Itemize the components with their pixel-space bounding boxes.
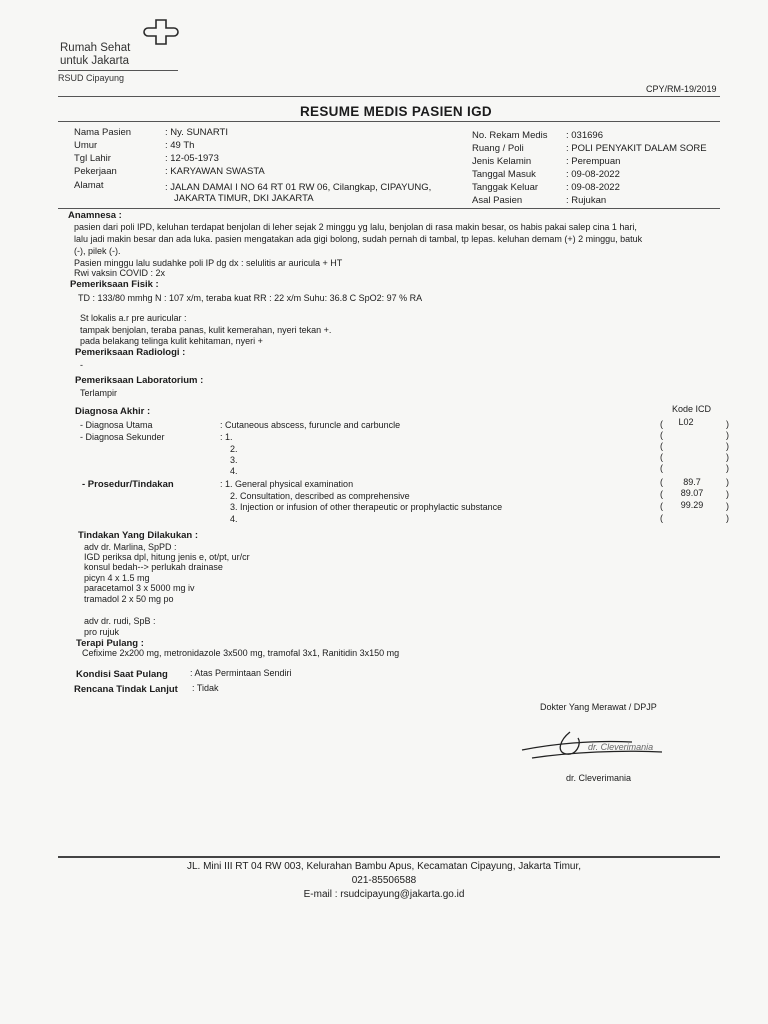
label-alamat: Alamat	[74, 180, 104, 191]
label-tgl-lahir: Tgl Lahir	[74, 153, 111, 164]
diagnosa-utama-label: - Diagnosa Utama	[80, 420, 153, 430]
paren-close: )	[726, 501, 729, 511]
value-jenis-kelamin: : Perempuan	[566, 156, 621, 167]
label-tanggal-keluar: Tanggak Keluar	[472, 182, 539, 193]
prosedur-item: 2. Consultation, described as comprehensive	[230, 491, 410, 501]
paren-close: )	[726, 513, 729, 523]
terapi-heading: Terapi Pulang :	[76, 638, 144, 649]
label-asal-pasien: Asal Pasien	[472, 195, 523, 206]
label-pekerjaan: Pekerjaan	[74, 166, 117, 177]
anamnesa-line: Pasien minggu lalu sudahke poli IP dg dx : selulitis ar auricula + HT	[74, 258, 343, 268]
diagnosa-sekunder-label: - Diagnosa Sekunder	[80, 432, 165, 442]
terapi-value: Cefixime 2x200 mg, metronidazole 3x500 mg, tramofal 3x1, Ranitidin 3x150 mg	[82, 648, 400, 658]
signature-stamp: dr. Cleverimania	[588, 742, 654, 752]
tindakan-line: konsul bedah--> perlukah drainase	[84, 562, 223, 572]
fisik-line: St lokalis a.r pre auricular :	[80, 313, 187, 323]
page-title: RESUME MEDIS PASIEN IGD	[300, 104, 492, 119]
diagnosa-sekunder-item: 4.	[230, 466, 238, 476]
paren-close: )	[726, 489, 729, 499]
paren-close: )	[726, 477, 729, 487]
diagnosa-sekunder-item: 2.	[230, 444, 238, 454]
cross-logo-icon	[142, 18, 182, 52]
tindakan-line: paracetamol 3 x 5000 mg iv	[84, 583, 195, 593]
tindakan-line: adv dr. rudi, SpB :	[84, 616, 156, 626]
footer-phone: 021-85506588	[351, 875, 417, 886]
tindakan-line: pro rujuk	[84, 627, 120, 637]
info-rule	[58, 208, 720, 209]
value-pekerjaan: : KARYAWAN SWASTA	[165, 166, 265, 177]
kondisi-label: Kondisi Saat Pulang	[76, 669, 168, 680]
paren-open: (	[660, 513, 663, 523]
value-tanggal-keluar: : 09-08-2022	[566, 182, 620, 193]
label-rekam-medis: No. Rekam Medis	[472, 130, 548, 141]
signature-title: Dokter Yang Merawat / DPJP	[540, 702, 657, 712]
rencana-value: : Tidak	[192, 683, 219, 693]
fisik-line: pada belakang telinga kulit kehitaman, nyeri +	[80, 336, 263, 346]
anamnesa-heading: Anamnesa :	[68, 210, 122, 221]
icd-code-prosedur: 99.29	[680, 500, 704, 510]
document-code: CPY/RM-19/2019	[646, 84, 717, 94]
footer-rule	[58, 856, 720, 858]
value-alamat: : JALAN DAMAI I NO 64 RT 01 RW 06, Cilangkap, CIPAYUNG,	[165, 182, 432, 193]
diagnosa-sekunder-item: : 1.	[220, 432, 233, 442]
paren-open: (	[660, 441, 663, 451]
prosedur-item: 3. Injection or infusion of other therapeutic or prophylactic substance	[230, 502, 503, 512]
paren-open: (	[660, 489, 663, 499]
paren-open: (	[660, 419, 663, 429]
value-nama: : Ny. SUNARTI	[165, 127, 228, 138]
logo-line2: untuk Jakarta	[60, 55, 130, 67]
label-tanggal-masuk: Tanggal Masuk	[472, 169, 536, 180]
header-rule-bottom	[58, 121, 720, 122]
value-tanggal-masuk: : 09-08-2022	[566, 169, 620, 180]
icd-code-utama: L02	[678, 417, 694, 427]
prosedur-label: - Prosedur/Tindakan	[82, 479, 174, 490]
anamnesa-line: lalu jadi makin besar dan ada luka. pasien mengatakan ada gigi bolong, sudah pernah di tambal, tp lepas. keluhan demam (+) 2 minggu, batuk	[74, 234, 643, 244]
tindakan-line: adv dr. Marlina, SpPD :	[84, 542, 177, 552]
paren-open: (	[660, 430, 663, 440]
icd-code-prosedur: 89.7	[683, 477, 701, 487]
diagnosa-heading: Diagnosa Akhir :	[75, 406, 151, 417]
tindakan-heading: Tindakan Yang Dilakukan :	[78, 530, 199, 541]
signature-name: dr. Cleverimania	[566, 773, 632, 783]
kondisi-value: : Atas Permintaan Sendiri	[190, 668, 292, 678]
value-ruang: : POLI PENYAKIT DALAM SORE	[566, 143, 707, 154]
radiologi-value: -	[80, 360, 83, 370]
paren-open: (	[660, 477, 663, 487]
logo-underline	[58, 70, 178, 71]
label-nama: Nama Pasien	[74, 127, 132, 138]
footer-address: JL. Mini III RT 04 RW 003, Kelurahan Bambu Apus, Kecamatan Cipayung, Jakarta Timur,	[186, 861, 582, 872]
paren-close: )	[726, 430, 729, 440]
paren-close: )	[726, 419, 729, 429]
diagnosa-utama-value: : Cutaneous abscess, furuncle and carbuncle	[220, 420, 401, 430]
anamnesa-line: pasien dari poli IPD, keluhan terdapat benjolan di leher sejak 2 minggu yg lalu, benjolan di rasa makin besar, os habis pakai salep cina 1 hari,	[74, 222, 637, 232]
paren-close: )	[726, 452, 729, 462]
fisik-vitals: TD : 133/80 mmhg N : 107 x/m, teraba kuat RR : 22 x/m Suhu: 36.8 C SpO2: 97 % RA	[78, 293, 423, 303]
hospital-name: RSUD Cipayung	[58, 73, 125, 83]
fisik-heading: Pemeriksaan Fisik :	[70, 279, 159, 290]
label-umur: Umur	[74, 140, 98, 151]
value-alamat-line2: JAKARTA TIMUR, DKI JAKARTA	[174, 193, 314, 204]
prosedur-item: : 1. General physical examination	[220, 479, 354, 489]
value-asal-pasien: : Rujukan	[566, 195, 607, 206]
value-umur: : 49 Th	[165, 140, 195, 151]
footer-email: E-mail : rsudcipayung@jakarta.go.id	[303, 889, 465, 900]
label-ruang: Ruang / Poli	[472, 143, 524, 154]
label-jenis-kelamin: Jenis Kelamin	[472, 156, 532, 167]
logo-line1: Rumah Sehat	[60, 42, 131, 54]
value-tgl-lahir: : 12-05-1973	[165, 153, 219, 164]
anamnesa-line: (-), pilek (-).	[74, 246, 121, 256]
fisik-line: tampak benjolan, teraba panas, kulit kemerahan, nyeri tekan +.	[80, 325, 332, 335]
diagnosa-sekunder-item: 3.	[230, 455, 238, 465]
paren-close: )	[726, 463, 729, 473]
prosedur-item: 4.	[230, 514, 238, 524]
tindakan-line: picyn 4 x 1.5 mg	[84, 573, 150, 583]
anamnesa-line: Rwi vaksin COVID : 2x	[74, 268, 166, 278]
paren-open: (	[660, 501, 663, 511]
header-rule-top	[58, 96, 720, 97]
paren-open: (	[660, 463, 663, 473]
icd-code-prosedur: 89.07	[680, 488, 704, 498]
value-rekam-medis: : 031696	[566, 130, 603, 141]
laboratorium-heading: Pemeriksaan Laboratorium :	[75, 375, 204, 386]
paren-open: (	[660, 452, 663, 462]
paren-close: )	[726, 441, 729, 451]
laboratorium-value: Terlampir	[80, 388, 118, 398]
kode-icd-header: Kode ICD	[672, 404, 712, 414]
tindakan-line: IGD periksa dpl, hitung jenis e, ot/pt, ur/cr	[84, 552, 250, 562]
radiologi-heading: Pemeriksaan Radiologi :	[75, 347, 186, 358]
tindakan-line: tramadol 2 x 50 mg po	[84, 594, 174, 604]
rencana-label: Rencana Tindak Lanjut	[74, 684, 178, 695]
